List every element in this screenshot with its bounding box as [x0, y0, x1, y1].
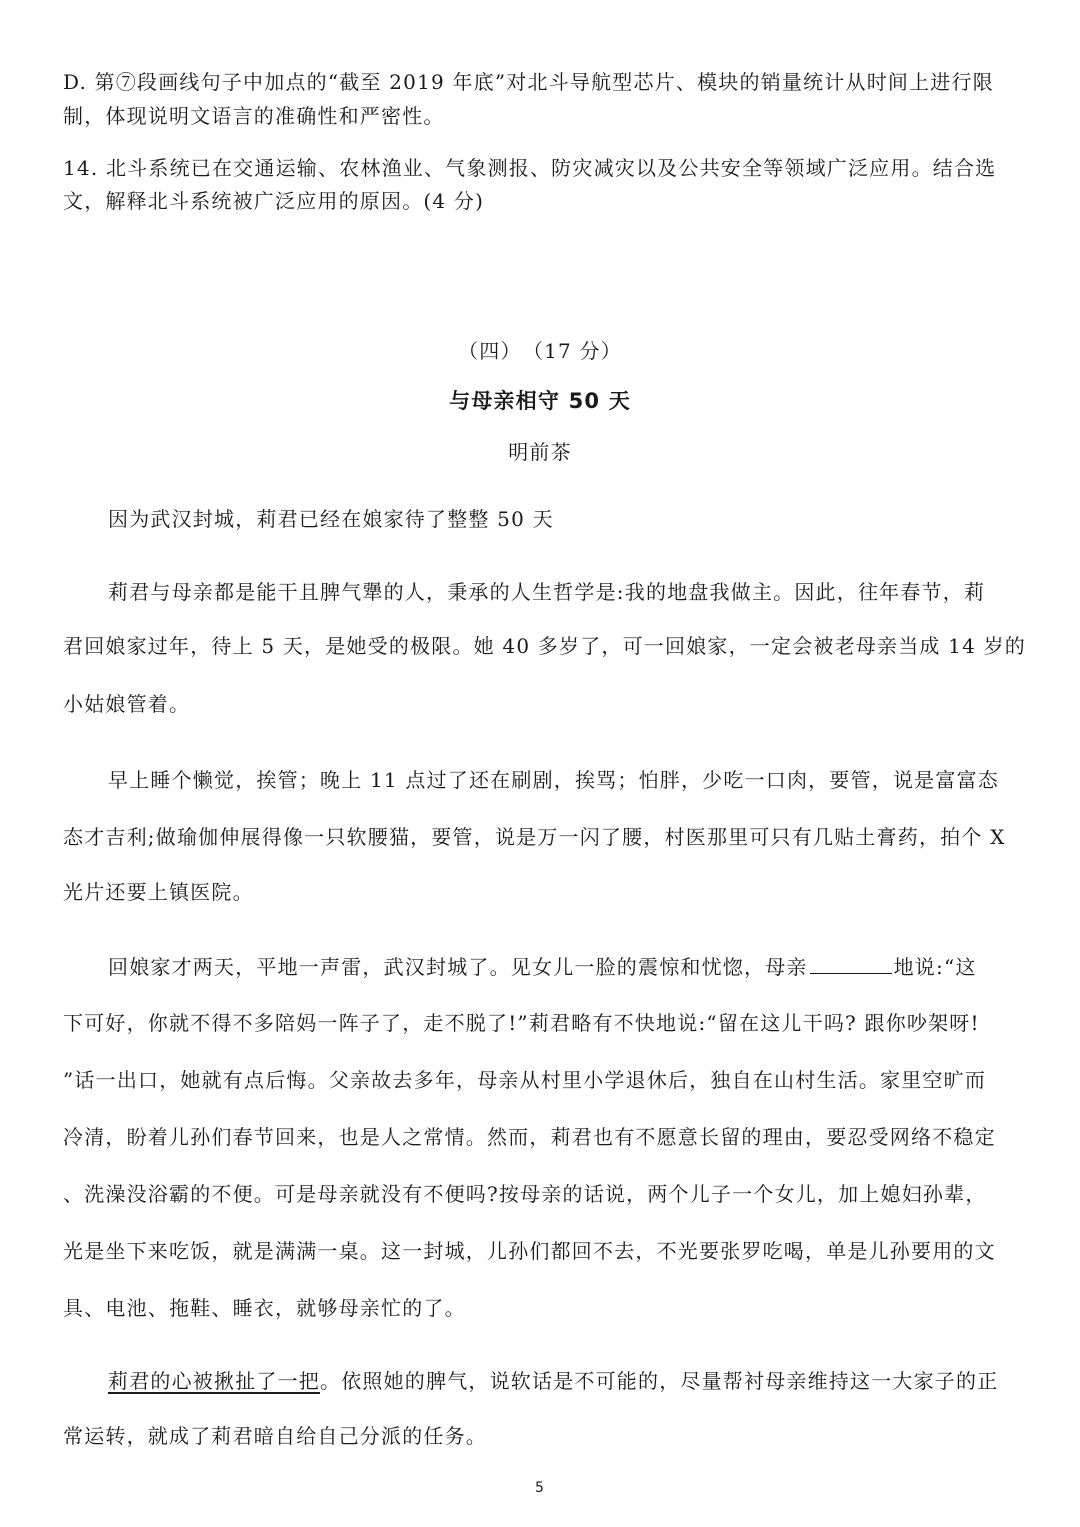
paragraph-2-line-1: 莉君与母亲都是能干且脾气犟的人，秉承的人生哲学是:我的地盘我做主。因此，往年春节，莉	[108, 580, 986, 604]
paragraph-4-line-6: 光是坐下来吃饭，就是满满一桌。这一封城，儿孙们都回不去，不光要张罗吃喝，单是儿孙要用的文	[63, 1239, 996, 1263]
paragraph-4-line-7: 具、电池、拖鞋、睡衣，就够母亲忙的了。	[63, 1296, 466, 1320]
paragraph-2-line-3: 小姑娘管着。	[63, 692, 191, 716]
paragraph-5-line-1-rest: 。依照她的脾气，说软话是不可能的，尽量帮衬母亲维持这一大家子的正	[320, 1369, 999, 1393]
paragraph-4-line-1	[108, 955, 977, 979]
paragraph-4-line-1-after-blank: 地说:“这	[893, 955, 977, 979]
question-14-line-1: 14. 北斗系统已在交通运输、农林渔业、气象测报、防灾减灾以及公共安全等领域广泛应用。结合选	[63, 156, 997, 180]
section-header: （四） （17 分）	[458, 339, 622, 363]
page-number: 5	[534, 1480, 546, 1496]
paragraph-4-line-2: 下可好，你就不得不多陪妈一阵子了，走不脱了!”莉君略有不快地说:“留在这儿干吗? 跟你吵架呀!	[63, 1011, 980, 1035]
paragraph-4-line-5: 、洗澡没浴霸的不便。可是母亲就没有不便吗?按母亲的话说，两个儿子一个女儿，加上媳妇孙辈，	[63, 1182, 987, 1206]
paragraph-3-line-2: 态才吉利;做瑜伽伸展得像一只软腰猫，要管，说是万一闪了腰，村医那里可只有几贴土膏药，拍个 X	[63, 825, 1006, 849]
question-d-line-2: 制，体现说明文语言的准确性和严密性。	[63, 104, 445, 128]
article-title: 与母亲相守 50 天	[449, 389, 631, 413]
paragraph-4-line-3: ”话一出口，她就有点后悔。父亲故去多年，母亲从村里小学退休后，独自在山村生活。家里空旷而	[63, 1068, 987, 1092]
paragraph-5-line-2: 常运转，就成了莉君暗自给自己分派的任务。	[63, 1424, 487, 1448]
paragraph-3-line-1: 早上睡个懒觉，挨管；晚上 11 点过了还在刷剧，挨骂；怕胖，少吃一口肉，要管，说是富富态	[108, 768, 999, 792]
paragraph-4-line-4: 冷清，盼着儿孙们春节回来，也是人之常情。然而，莉君也有不愿意长留的理由，要忍受网络不稳定	[63, 1125, 996, 1149]
question-14-line-2: 文，解释北斗系统被广泛应用的原因。(4 分)	[63, 189, 485, 213]
underlined-sentence: 莉君的心被揪扯了一把	[108, 1369, 320, 1393]
question-d-line-1: D. 第⑦段画线句子中加点的“截至 2019 年底”对北斗导航型芯片、模块的销量统计从时间上进行限	[63, 70, 994, 94]
article-author: 明前茶	[508, 440, 572, 464]
fill-in-blank	[810, 955, 892, 974]
paragraph-3-line-3: 光片还要上镇医院。	[63, 880, 254, 904]
paragraph-2-line-2: 君回娘家过年，待上 5 天，是她受的极限。她 40 多岁了，可一回娘家，一定会被老母亲当成 14 岁的	[63, 634, 1026, 658]
paragraph-4-line-1-before-blank: 回娘家才两天，平地一声雷，武汉封城了。见女儿一脸的震惊和忧惚，母亲	[108, 955, 808, 979]
paragraph-1: 因为武汉封城，莉君已经在娘家待了整整 50 天	[108, 507, 554, 531]
paragraph-5-line-1	[108, 1369, 998, 1393]
